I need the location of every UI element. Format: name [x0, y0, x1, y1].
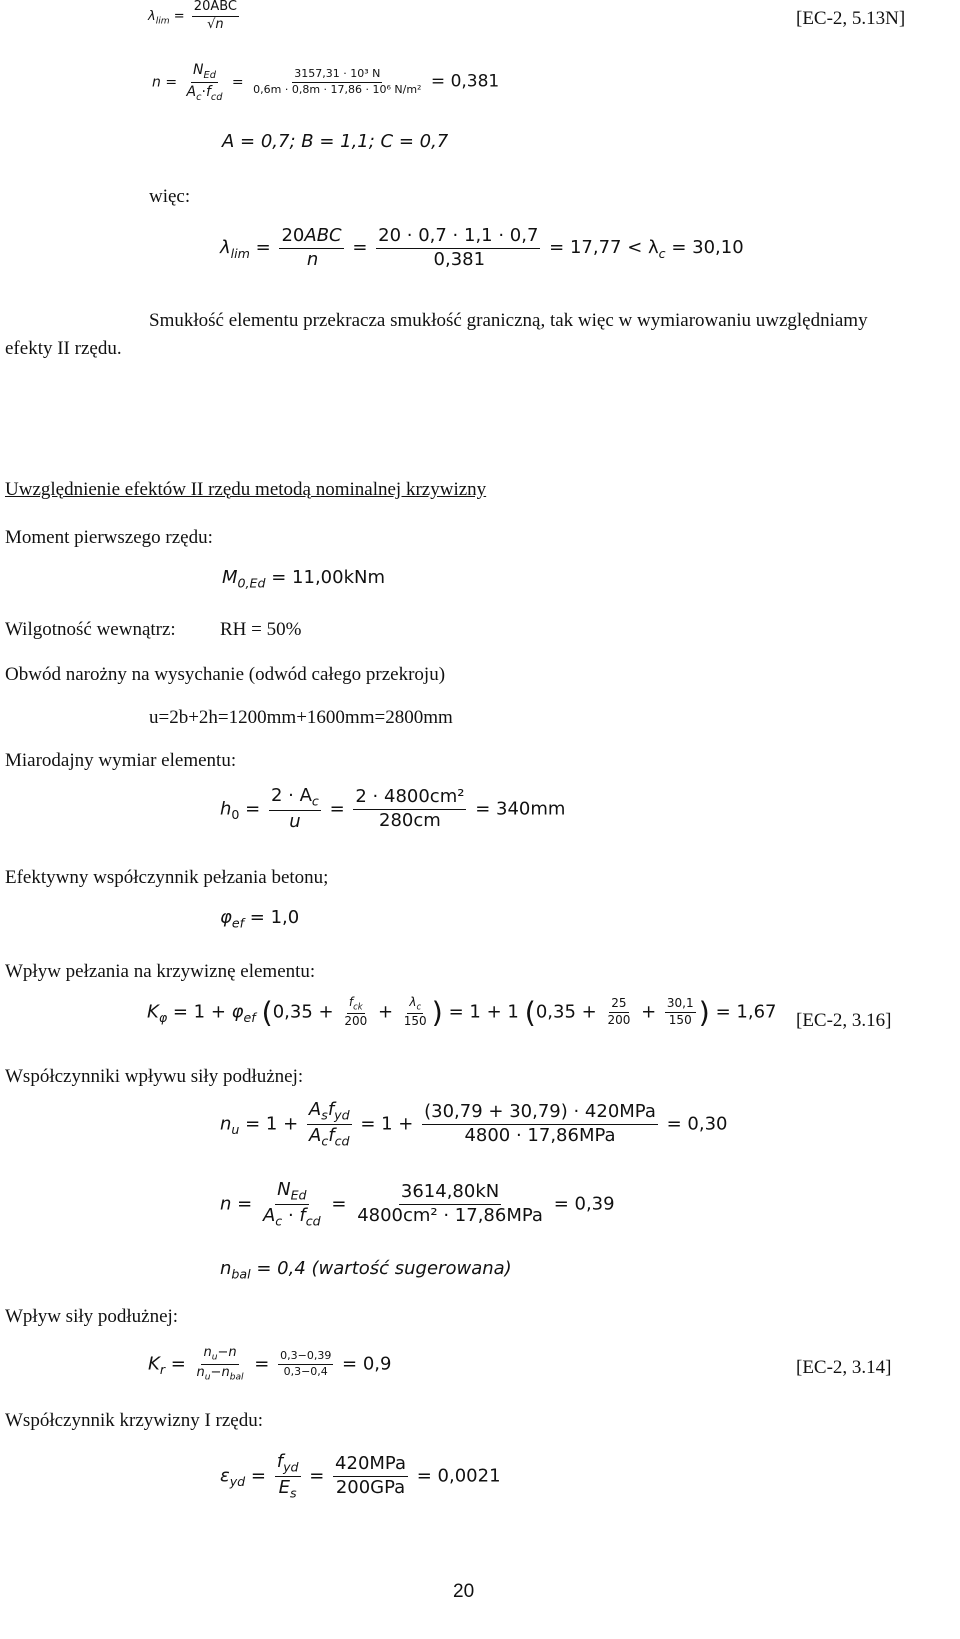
nu-den2: 4800 · 17,86MPa	[464, 1125, 616, 1147]
n-numerator: 3157,31 · 10³ N	[292, 68, 382, 83]
nu-num2: (30,79 + 30,79) · 420MPa	[422, 1102, 658, 1125]
eyd-result: = 0,0021	[416, 1465, 501, 1487]
kr-equation: $K_r$ = $\frac{n_u-n}{n_u-n_{bal}}$ = $\frac{0,3-0,39}{0,3-0,4}$ = 0,9	[148, 1345, 392, 1383]
kphi-l-den: 150	[668, 1012, 692, 1027]
kphi-l: 30,1	[665, 997, 696, 1013]
lambda-den-expr: 0,381	[433, 248, 486, 270]
first-order-moment-label: Moment pierwszego rzędu:	[5, 527, 213, 548]
kphi-f-den: 200	[607, 1012, 631, 1027]
nbal-equation: $n_{bal} = 0,4$ (wartość sugerowana)	[220, 1258, 512, 1282]
phi-ef-equation: $\varphi_{ef} = 1,0$	[220, 907, 300, 931]
h0-den2: 280cm	[379, 809, 441, 831]
m0ed-equation: $M_{0,Ed} = 11,00kNm$	[222, 567, 385, 591]
h0-result: = 340mm	[475, 798, 566, 820]
kr-result: = 0,9	[342, 1353, 392, 1375]
nbal-value: = 0,4 (wartość sugerowana)	[256, 1258, 512, 1279]
ref-ec-314: [EC-2, 3.14]	[796, 1357, 892, 1378]
lambda-lim-numerator: 20ABC	[192, 0, 239, 17]
lambda-lim-result: $\lambda_{lim}$ = $\frac{\text{20ABC}}{n}$ = $\frac{20 \cdot 0,7 \cdot 1,1 \cdot 0,7}{0,381}$ = $17,77 < \lambda_c = 30,10$	[220, 225, 744, 270]
kr-num2: 0,3−0,39	[278, 1350, 333, 1365]
n2-equation: n = $\frac{N_{Ed}}{A_c \cdot f_{cd}}$ = $\frac{3614,80kN}{\text{4800cm² · 17,86MPa}}$ = 0,39	[220, 1179, 615, 1229]
h0-num1: 2 · A	[270, 785, 312, 806]
curvature-coeff-label: Współczynnik krzywizny I rzędu:	[5, 1410, 263, 1431]
slenderness-line2: efekty II rzędu.	[5, 338, 122, 359]
eyd-equation: $\varepsilon_{yd}$ = $\frac{f_{yd}}{E_s}$ = $\frac{\text{420MPa}}{\text{200GPa}}$ = 0,0021	[220, 1451, 501, 1501]
equation-n-first: n = $\frac{N_{Ed}}{A_c\cdot f_{cd}}$ = $\frac{\text{3157,31 · 10³ N}}{\text{0,6m · 0,8m · 17,86 · 10⁶ N/m²}}$ = 0,381	[152, 62, 500, 103]
creep-effect-label: Wpływ pełzania na krzywiznę elementu:	[5, 961, 316, 982]
n2-den2: 4800cm² · 17,86MPa	[357, 1205, 543, 1227]
abc-coefficients: A = 0,7; B = 1,1; C = 0,7	[222, 131, 449, 152]
n2-result: = 0,39	[553, 1193, 615, 1215]
kr-den2: 0,3−0,4	[283, 1365, 328, 1379]
lambda-lim-definition: $\lambda_{lim}$ = $\frac{\text{20ABC}}{√n}$	[148, 0, 237, 32]
notional-size-label: Miarodajny wymiar elementu:	[5, 750, 237, 771]
humidity-value: RH = 50%	[220, 619, 302, 640]
section-heading: Uwzględnienie efektów II rzędu metodą nominalnej krzywizny	[5, 479, 487, 500]
perimeter-label: Obwód narożny na wysychanie (odwód całego przekroju)	[5, 664, 446, 685]
phi-ef-value: = 1,0	[249, 907, 300, 928]
n-result: = 0,381	[430, 71, 500, 92]
wiec-label: więc:	[149, 186, 191, 207]
lambda-num-expr: 20 · 0,7 · 1,1 · 0,7	[376, 226, 540, 249]
slenderness-line1: Smukłość elementu przekracza smukłość graniczną, tak więc w wymiarowaniu uwzględniamy	[149, 310, 868, 331]
kphi-result: = 1,67	[715, 1001, 777, 1023]
humidity-label: Wilgotność wewnątrz:	[5, 619, 176, 640]
ref-ec-316: [EC-2, 3.16]	[796, 1010, 892, 1031]
n2-num2: 3614,80kN	[399, 1182, 501, 1205]
eyd-num2: 420MPa	[333, 1454, 408, 1477]
page-number: 20	[453, 1581, 475, 1602]
perimeter-formula: u=2b+2h=1200mm+1600mm=2800mm	[149, 707, 453, 728]
eyd-den2: 200GPa	[335, 1477, 406, 1499]
kphi-f: 25	[609, 997, 628, 1013]
creep-coeff-label: Efektywny współczynnik pełzania betonu;	[5, 867, 329, 888]
lambda-result: = 17,77 < λ	[549, 237, 659, 259]
axial-coeffs-label: Współczynniki wpływu siły podłużnej:	[5, 1066, 304, 1087]
h0-num2: 2 · 4800cm²	[353, 787, 466, 810]
nu-equation: $n_u = 1$ + $\frac{A_sf_{yd}}{A_cf_{cd}}$ = 1 + $\frac{\text{(30,79 + 30,79) · 420MPa}}{\text{4800 · 17,86MPa}}$ = 0,30	[220, 1099, 728, 1149]
ref-ec-513n: [EC-2, 5.13N]	[796, 8, 906, 29]
nu-result: = 0,30	[666, 1113, 728, 1135]
kphi-equation: $K_\varphi = 1 + \varphi_{ef}$ (0,35 + $\frac{f_{ck}}{200}$ + $\frac{\lambda_c}{150}$ ) = 1 + 1 (0,35 + $\frac{25}{200}$ + $\frac{30,1}{150}$ ) = 1,67	[147, 995, 777, 1030]
m0ed-value: = 11,00kNm	[271, 567, 385, 588]
axial-effect-label: Wpływ siły podłużnej:	[5, 1306, 179, 1327]
h0-equation: $h_0$ = $\frac{2 \cdot A_c}{u}$ = $\frac{\text{2 · 4800cm²}}{280cm}$ = 340mm	[220, 785, 566, 833]
kphi-inner1: 0,35 +	[272, 1001, 334, 1023]
lambda-c-value: = 30,10	[671, 237, 744, 259]
n-denominator: 0,6m · 0,8m · 17,86 · 10⁶ N/m²	[253, 83, 422, 97]
